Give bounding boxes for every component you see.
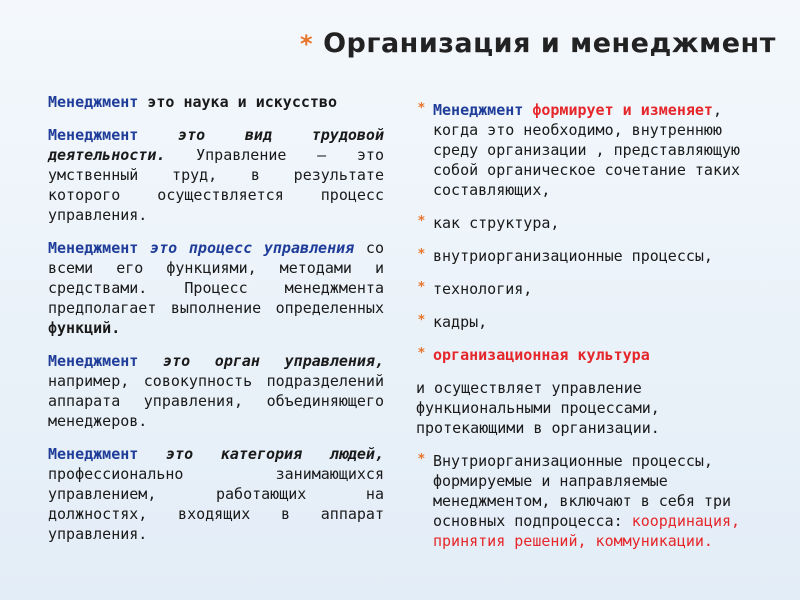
item-text: технология, [433, 280, 533, 298]
item-text: организационная культура [433, 346, 650, 364]
item-text: кадры, [433, 313, 488, 331]
title-bullet-icon: * [300, 30, 314, 58]
item-text: внутриорганизационные процессы, [433, 247, 713, 265]
bullet-item-5 [416, 312, 766, 332]
bullet-icon: * [418, 452, 425, 467]
slide-title [300, 28, 776, 59]
definition-text: например, совокупность подразделений аппарата управления, объединяющего менеджеров. [48, 372, 384, 430]
definition-text: Управление – это умственный труд, в результате которого осуществляется процесс управления. [48, 146, 384, 224]
bullet-item-4 [416, 279, 766, 299]
definition-phrase: это категория людей, [138, 445, 384, 463]
definition-text: это наука и искусство [138, 93, 337, 111]
item-text: как структура, [433, 214, 560, 232]
definition-phrase: это орган управления, [138, 352, 384, 370]
highlight-text: координация, принятия решений, коммуникации. [433, 512, 741, 550]
term: Менеджмент [48, 126, 139, 144]
definition-phrase: это вид трудовой деятельности. [48, 126, 384, 164]
item-text: Внутриорганизационные процессы, формируемые и направляемые менеджментом, включают в себя три основных подпроцесса: [433, 452, 732, 530]
right-column [416, 100, 766, 564]
definition-text: со всеми его функциями, методами и средствами. Процесс менеджмента предполагает выполнение определенных [48, 239, 384, 317]
bullet-icon: * [418, 280, 425, 295]
bullet-item-2 [416, 213, 766, 233]
bullet-icon: * [418, 313, 425, 328]
definition-2 [48, 125, 384, 225]
definition-5 [48, 444, 384, 544]
item-text: , когда это необходимо, внутреннюю среду организации , представляющую собой органическое сочетание таких составляющих, [433, 101, 741, 199]
definition-4 [48, 351, 384, 431]
highlight-text: формирует и изменяет [523, 101, 713, 119]
bullet-item-7 [416, 451, 766, 551]
term: Менеджмент [48, 239, 139, 257]
term: Менеджмент [433, 101, 524, 119]
bullet-item-1 [416, 100, 766, 200]
plain-paragraph: и осуществляет управление функциональными процессами, протекающими в организации. [416, 379, 660, 437]
bullet-item-6 [416, 345, 766, 365]
definition-text: профессионально занимающихся управлением, работающих на должностях, входящих в аппарат управления. [48, 465, 384, 543]
term: Менеджмент [48, 352, 139, 370]
left-column [48, 92, 384, 557]
definition-bold-word: функций. [48, 319, 121, 337]
definition-1 [48, 92, 384, 112]
bullet-icon: * [418, 101, 425, 116]
definition-phrase: это процесс управления [138, 239, 355, 257]
bullet-item-3 [416, 246, 766, 266]
title-text: Организация и менеджмент [323, 28, 776, 59]
bullet-icon: * [418, 247, 425, 262]
bullet-icon: * [418, 214, 425, 229]
term: Менеджмент [48, 445, 139, 463]
bullet-icon: * [418, 346, 425, 361]
term: Менеджмент [48, 93, 139, 111]
definition-3 [48, 238, 384, 338]
